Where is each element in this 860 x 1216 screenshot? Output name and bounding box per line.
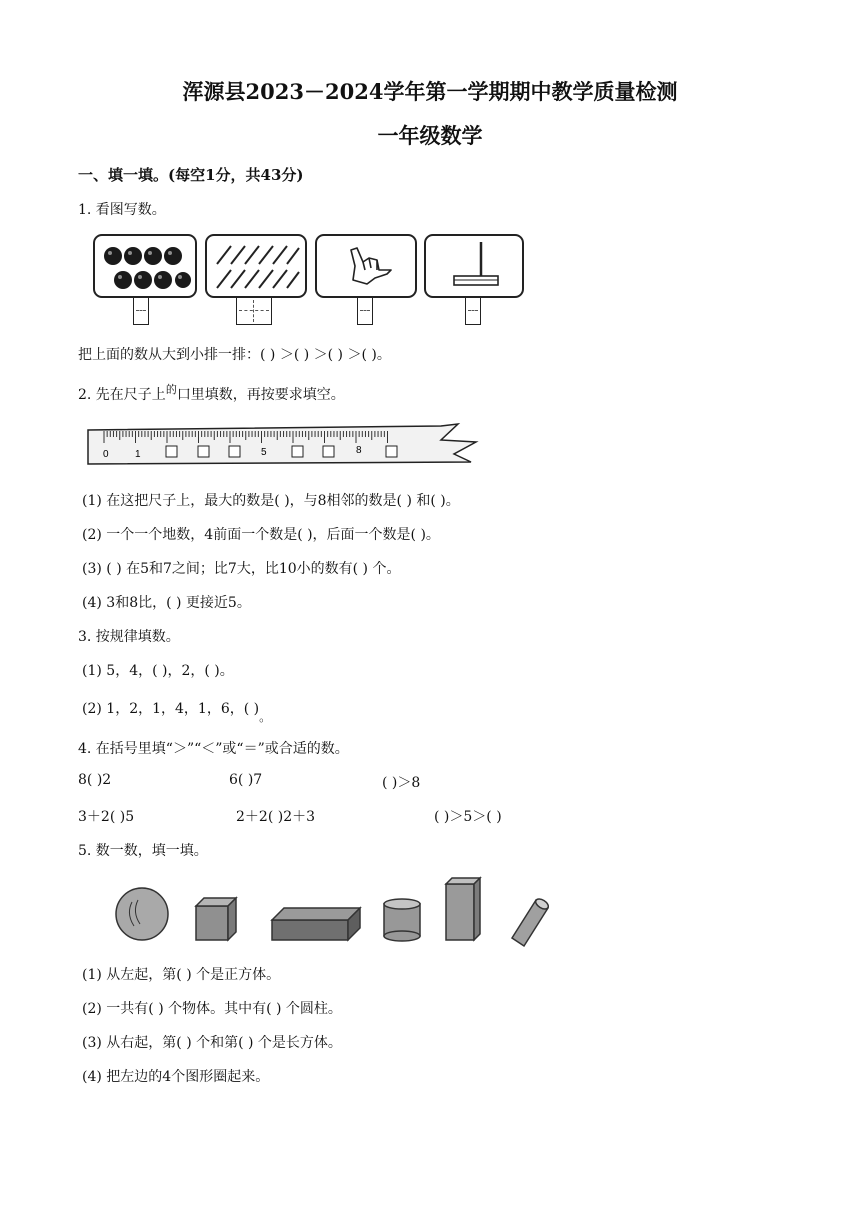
picture-box-hand — [315, 234, 417, 298]
q3-prompt: 3. 按规律填数。 — [78, 629, 180, 645]
picture-box-apples — [93, 234, 197, 298]
q4-item: ( )＞5＞( ) — [434, 809, 502, 825]
q2-line-2: (2) 一个一个地数，4前面一个数是( )，后面一个数是( )。 — [82, 527, 440, 543]
pencils-icon — [207, 236, 305, 296]
q4-item: 2＋2( )2＋3 — [236, 809, 316, 825]
q3-line-2 — [82, 698, 272, 724]
tall-cuboid-icon — [446, 878, 480, 940]
single-stick-icon — [426, 236, 522, 296]
cylinder-icon — [384, 899, 420, 941]
page-title: 浑源县2023－2024学年第一学期期中教学质量检测 — [182, 79, 678, 104]
q2-prompt-after: 口里填数，再按要求填空。 — [176, 387, 345, 403]
cube-icon — [196, 898, 236, 940]
q4-item: 8( )2 — [78, 772, 112, 788]
answer-box-two-digit[interactable] — [236, 297, 272, 325]
q2-prompt-before: 2. 先在尺子上 — [78, 387, 166, 403]
answer-box[interactable] — [357, 297, 373, 325]
q5-line-2: (2) 一共有( ) 个物体。其中有( ) 个圆柱。 — [82, 1001, 342, 1017]
sphere-icon — [116, 888, 168, 940]
ruler-label-1: 1 — [135, 449, 141, 460]
q5-line-3: (3) 从右起，第( ) 个和第( ) 个是长方体。 — [82, 1035, 342, 1051]
q5-line-1: (1) 从左起，第( ) 个是正方体。 — [82, 967, 281, 983]
q2-line-4: (4) 3和8比，( ) 更接近5。 — [82, 595, 251, 611]
q2-prompt-small: 的 — [165, 383, 177, 396]
picture-box-pencils — [205, 234, 307, 298]
ruler-label-5: 5 — [261, 447, 267, 458]
section-heading: 一、填一填。(每空1分，共43分) — [78, 166, 304, 184]
q2-line-3: (3) ( ) 在5和7之间；比7大，比10小的数有( ) 个。 — [82, 561, 401, 577]
q1-order-line: 把上面的数从大到小排一排：( ) ＞( ) ＞( ) ＞( )。 — [78, 347, 391, 363]
q5-line-4: (4) 把左边的4个图形圈起来。 — [82, 1069, 270, 1085]
hand-gesture-icon — [317, 236, 415, 296]
q4-item: ( )＞8 — [382, 775, 421, 791]
q2-line-1: (1) 在这把尺子上，最大的数是( )，与8相邻的数是( ) 和( )。 — [82, 493, 460, 509]
answer-box[interactable] — [133, 297, 149, 325]
tilted-cylinder-icon — [512, 897, 550, 946]
q4-prompt: 4. 在括号里填“＞”“＜”或“＝”或合适的数。 — [78, 741, 349, 757]
q3-line-1: (1) 5，4，( )，2，( )。 — [82, 663, 234, 679]
picture-box-stick — [424, 234, 524, 298]
q3-line-2-text: (2) 1，2，1，4，1，6，( ) — [82, 701, 260, 717]
ruler-label-8: 8 — [356, 445, 362, 456]
q4-item: 6( )7 — [229, 772, 263, 788]
page-subtitle: 一年级数学 — [377, 123, 483, 148]
solid-shapes-row — [112, 872, 572, 952]
ruler-label-0: 0 — [103, 449, 109, 460]
flat-cuboid-icon — [272, 908, 360, 940]
q1-prompt: 1. 看图写数。 — [78, 202, 166, 218]
apples-icon — [95, 236, 195, 296]
ruler — [86, 422, 486, 472]
q2-prompt — [78, 384, 345, 404]
answer-box[interactable] — [465, 297, 481, 325]
q4-item: 3＋2( )5 — [78, 809, 135, 825]
q5-prompt: 5. 数一数，填一填。 — [78, 843, 208, 859]
q3-trailing-dot: 。 — [259, 710, 272, 724]
